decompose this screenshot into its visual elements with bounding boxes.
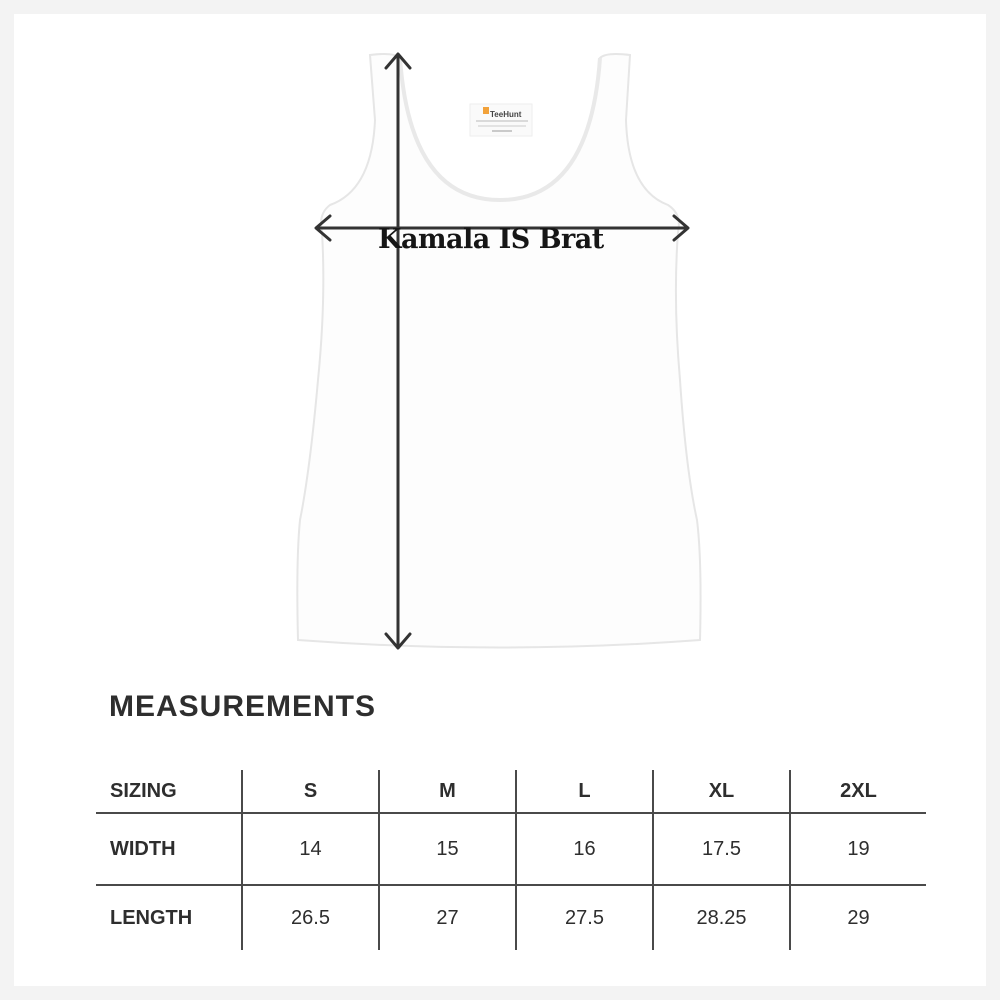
width-s: 14	[242, 813, 379, 885]
tag-brand-label: TeeHunt	[490, 110, 522, 119]
header-sizing: SIZING	[96, 770, 242, 813]
width-l: 16	[516, 813, 653, 885]
width-2xl: 19	[790, 813, 926, 885]
header-size-m: M	[379, 770, 516, 813]
tag-logo-icon	[483, 107, 489, 114]
length-s: 26.5	[242, 885, 379, 950]
width-xl: 17.5	[653, 813, 790, 885]
row-label-length: LENGTH	[110, 906, 193, 929]
length-2xl: 29	[790, 885, 926, 950]
header-size-l: L	[516, 770, 653, 813]
tank-top-body	[297, 54, 700, 648]
length-m: 27	[379, 885, 516, 950]
header-size-xl: XL	[653, 770, 790, 813]
row-label-width: WIDTH	[96, 813, 242, 885]
size-chart-table	[96, 770, 926, 950]
width-m: 15	[379, 813, 516, 885]
shirt-print-text: Kamala IS Brat	[378, 224, 604, 255]
header-size-s: S	[242, 770, 379, 813]
table-header-row	[96, 770, 926, 813]
length-xl: 28.25	[653, 885, 790, 950]
length-l: 27.5	[516, 885, 653, 950]
header-size-2xl: 2XL	[790, 770, 926, 813]
table-row-length	[96, 885, 926, 950]
measurements-heading: MEASUREMENTS	[109, 690, 377, 723]
table-row-width	[96, 813, 926, 885]
